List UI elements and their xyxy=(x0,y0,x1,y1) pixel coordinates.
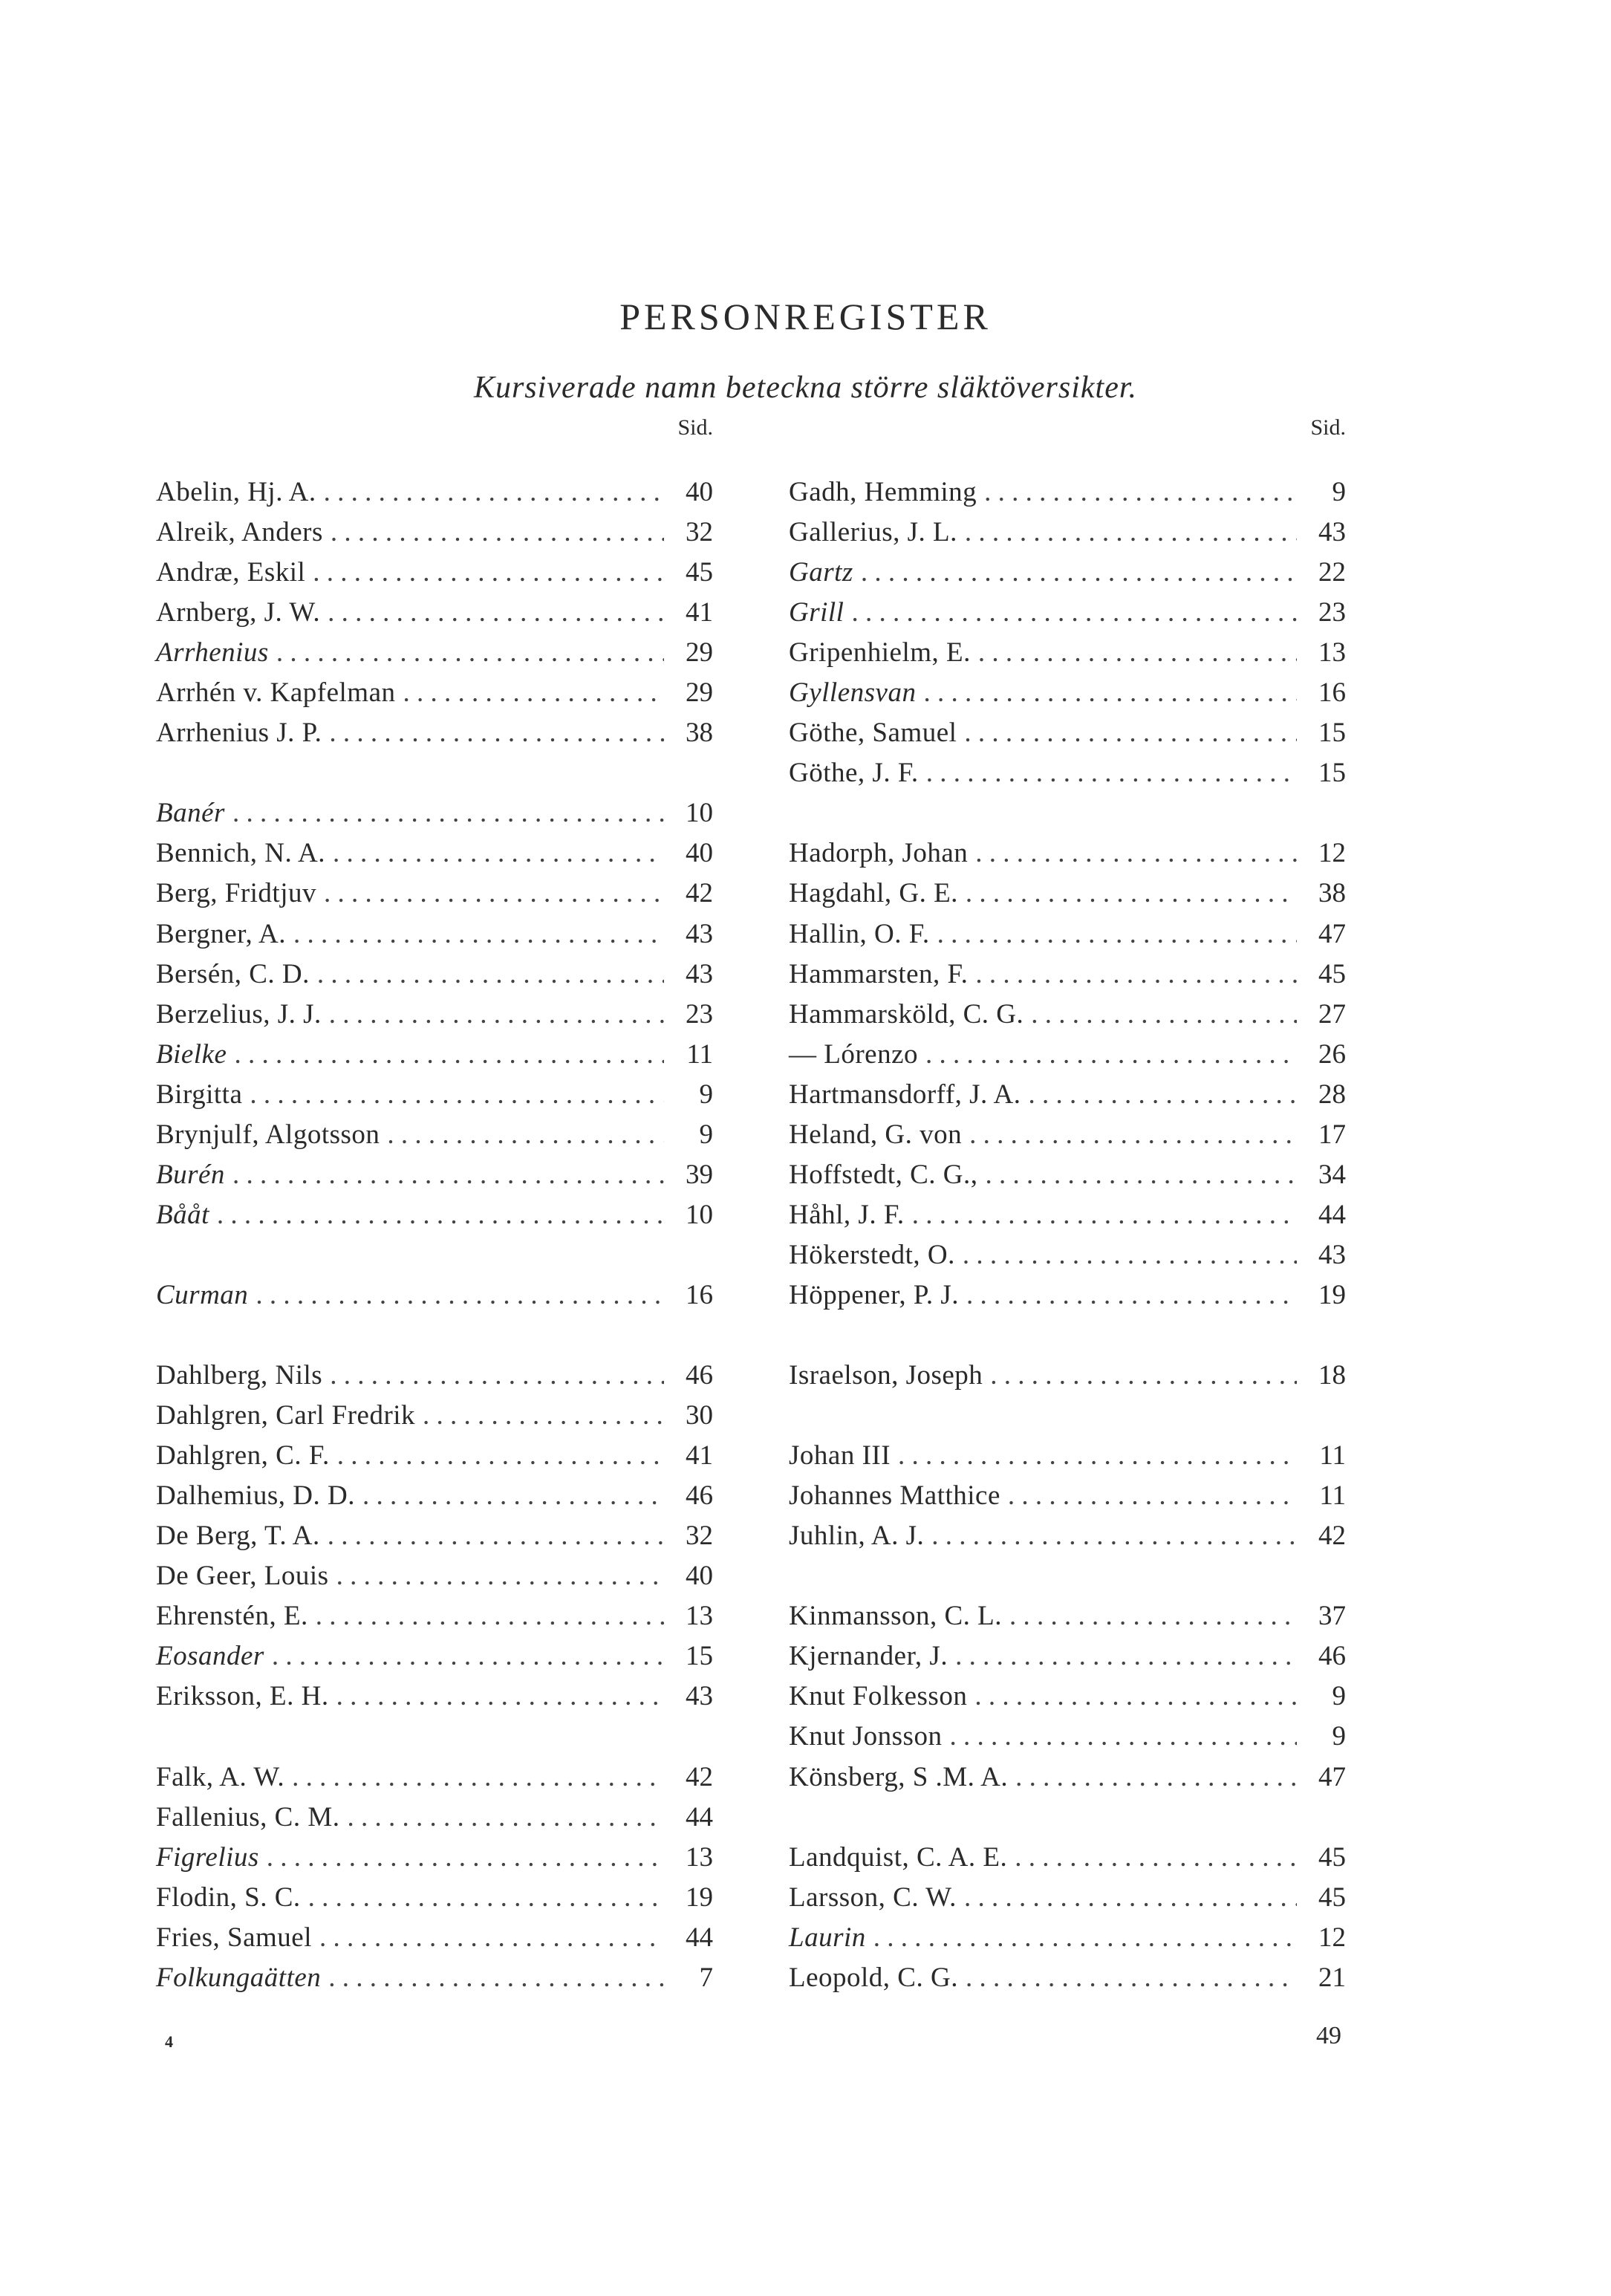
index-entry-page: 9 xyxy=(699,1079,713,1110)
index-entry xyxy=(156,1115,713,1155)
dot-leader xyxy=(964,1878,1297,1918)
index-entry xyxy=(156,633,713,673)
index-entry-name: Bååt xyxy=(156,1199,209,1230)
index-entry xyxy=(789,713,1346,753)
index-entry xyxy=(156,833,713,874)
dot-leader xyxy=(336,1556,664,1596)
index-entry-name: Kjernander, J. xyxy=(789,1641,948,1672)
index-entry-name: Israelson, Joseph xyxy=(789,1360,983,1391)
index-entry-name: Dahlgren, C. F. xyxy=(156,1440,330,1471)
index-entry xyxy=(789,1436,1346,1476)
index-entry xyxy=(789,874,1346,914)
index-entry-page: 40 xyxy=(686,838,713,869)
index-entry-page: 9 xyxy=(1332,1681,1346,1712)
dot-leader xyxy=(851,593,1297,633)
index-entry-name: Knut Jonsson xyxy=(789,1721,943,1752)
index-entry xyxy=(789,1596,1346,1636)
index-entry-name: Arrhenius J. P. xyxy=(156,718,322,749)
index-entry xyxy=(789,1636,1346,1677)
dot-leader xyxy=(966,1275,1297,1316)
index-entry-name: Curman xyxy=(156,1279,249,1310)
index-entry-name: Landquist, C. A. E. xyxy=(789,1841,1008,1873)
index-spacer xyxy=(789,1316,1346,1356)
index-entry-name: Gallerius, J. L. xyxy=(789,517,957,548)
index-entry-name: Hoffstedt, C. G., xyxy=(789,1159,978,1190)
index-entry-page: 10 xyxy=(686,1199,713,1230)
dot-leader xyxy=(276,633,664,673)
index-entry-name: Banér xyxy=(156,798,225,829)
index-entry xyxy=(789,833,1346,874)
index-entry-name: Johannes Matthice xyxy=(789,1480,1000,1512)
index-spacer xyxy=(156,1717,713,1757)
index-entry-name: Andræ, Eskil xyxy=(156,557,306,588)
index-entry xyxy=(156,1035,713,1075)
index-entry xyxy=(789,955,1346,995)
index-entry-page: 27 xyxy=(1318,998,1346,1030)
index-entry-page: 41 xyxy=(686,1440,713,1471)
dot-leader xyxy=(984,472,1297,513)
dot-leader xyxy=(985,1155,1297,1195)
index-entry xyxy=(789,593,1346,633)
dot-leader xyxy=(217,1195,664,1235)
index-entry-name: Birgitta xyxy=(156,1079,243,1110)
index-entry-page: 43 xyxy=(1318,517,1346,548)
index-entry xyxy=(789,553,1346,593)
index-entry xyxy=(789,633,1346,673)
index-entry-page: 16 xyxy=(686,1279,713,1310)
index-entry-page: 12 xyxy=(1318,838,1346,869)
index-entry xyxy=(789,995,1346,1035)
index-entry-name: Kinmansson, C. L. xyxy=(789,1601,1003,1632)
index-entry xyxy=(156,1556,713,1596)
dot-leader xyxy=(329,995,664,1035)
dot-leader xyxy=(328,1958,664,1998)
index-entry-name: Arnberg, J. W. xyxy=(156,597,321,628)
index-entry-name: Gyllensvan xyxy=(789,677,917,709)
index-spacer xyxy=(156,753,713,793)
index-entry-page: 10 xyxy=(686,798,713,829)
dot-leader xyxy=(990,1356,1297,1396)
index-entry-name: Arrhén v. Kapfelman xyxy=(156,677,396,709)
index-entry-page: 11 xyxy=(686,1038,713,1070)
dot-leader xyxy=(232,793,664,833)
index-entry-name: Dalhemius, D. D. xyxy=(156,1480,355,1512)
dot-leader xyxy=(912,1195,1297,1235)
index-spacer xyxy=(789,1556,1346,1596)
index-entry xyxy=(789,1115,1346,1155)
index-entry-name: Larsson, C. W. xyxy=(789,1882,957,1913)
dot-leader xyxy=(1031,995,1297,1035)
index-entry-name: Bielke xyxy=(156,1038,227,1070)
index-entry xyxy=(789,914,1346,955)
dot-leader xyxy=(923,673,1297,713)
index-entry xyxy=(789,1677,1346,1717)
index-entry-page: 43 xyxy=(686,918,713,949)
index-entry xyxy=(156,874,713,914)
index-entry-page: 37 xyxy=(1318,1601,1346,1632)
index-entry-name: Hammarsten, F. xyxy=(789,958,969,989)
index-entry xyxy=(156,553,713,593)
index-entry xyxy=(156,1677,713,1717)
index-entry-name: Leopold, C. G. xyxy=(789,1962,958,1993)
dot-leader xyxy=(328,593,664,633)
index-entry-page: 34 xyxy=(1318,1159,1346,1190)
index-entry xyxy=(156,793,713,833)
index-entry xyxy=(789,753,1346,793)
index-entry-name: Juhlin, A. J. xyxy=(789,1521,925,1552)
index-entry-name: Gartz xyxy=(789,557,853,588)
index-entry-name: Burén xyxy=(156,1159,225,1190)
index-entry xyxy=(789,1717,1346,1757)
dot-leader xyxy=(330,1356,664,1396)
index-entry-page: 43 xyxy=(686,1681,713,1712)
dot-leader xyxy=(256,1275,664,1316)
index-spacer xyxy=(789,793,1346,833)
index-entry-name: Falk, A. W. xyxy=(156,1761,285,1792)
index-entry xyxy=(156,593,713,633)
index-entry xyxy=(156,1155,713,1195)
index-entry-page: 44 xyxy=(686,1922,713,1953)
dot-leader xyxy=(1009,1596,1297,1636)
dot-leader xyxy=(937,914,1297,955)
index-entry-page: 13 xyxy=(1318,637,1346,669)
index-entry-page: 44 xyxy=(1318,1199,1346,1230)
index-entry-page: 12 xyxy=(1318,1922,1346,1953)
index-entry-name: Hallin, O. F. xyxy=(789,918,930,949)
page-column-header: Sid. xyxy=(677,415,713,440)
dot-leader xyxy=(403,673,664,713)
dot-leader xyxy=(978,633,1297,673)
index-entry-name: Grill xyxy=(789,597,844,628)
dot-leader xyxy=(331,513,664,553)
index-spacer xyxy=(156,1235,713,1275)
index-entry-name: Ehrenstén, E. xyxy=(156,1601,308,1632)
index-entry-name: Gripenhielm, E. xyxy=(789,637,971,669)
index-entry-name: Heland, G. von xyxy=(789,1119,963,1150)
index-entry-name: Bergner, A. xyxy=(156,918,286,949)
dot-leader xyxy=(348,1798,665,1838)
index-entry-page: 15 xyxy=(686,1641,713,1672)
index-entry-name: Alreik, Anders xyxy=(156,517,323,548)
index-entry xyxy=(156,1436,713,1476)
index-entry-name: Göthe, Samuel xyxy=(789,718,957,749)
dot-leader xyxy=(308,1878,664,1918)
dot-leader xyxy=(873,1918,1297,1958)
index-entry-name: Fries, Samuel xyxy=(156,1922,312,1953)
index-entry-name: Eriksson, E. H. xyxy=(156,1681,329,1712)
dot-leader xyxy=(292,1757,664,1798)
index-entry-page: 45 xyxy=(686,557,713,588)
dot-leader xyxy=(898,1436,1297,1476)
dot-leader xyxy=(272,1636,664,1677)
dot-leader xyxy=(955,1636,1297,1677)
index-entry-page: 11 xyxy=(1319,1440,1346,1471)
index-entry xyxy=(156,513,713,553)
index-entry-name: Flodin, S. C. xyxy=(156,1882,301,1913)
index-entry-name: Folkungaätten xyxy=(156,1962,322,1993)
dot-leader xyxy=(926,753,1297,793)
index-entry-page: 43 xyxy=(1318,1239,1346,1270)
index-entry-page: 47 xyxy=(1318,918,1346,949)
page-title: PERSONREGISTER xyxy=(619,296,992,337)
dot-leader xyxy=(969,1115,1297,1155)
dot-leader xyxy=(925,1035,1297,1075)
index-entry xyxy=(156,1958,713,1998)
dot-leader xyxy=(234,1035,664,1075)
dot-leader xyxy=(328,1516,664,1556)
dot-leader xyxy=(861,553,1297,593)
index-entry-page: 26 xyxy=(1318,1038,1346,1070)
dot-leader xyxy=(267,1838,664,1878)
index-entry-page: 29 xyxy=(686,637,713,669)
index-entry-page: 38 xyxy=(1318,878,1346,909)
dot-leader xyxy=(316,1596,664,1636)
index-entry-name: Johan III xyxy=(789,1440,891,1471)
index-entry xyxy=(156,1275,713,1316)
index-entry-name: De Berg, T. A. xyxy=(156,1521,320,1552)
index-entry-page: 11 xyxy=(1319,1480,1346,1512)
dot-leader xyxy=(964,713,1297,753)
index-spacer xyxy=(156,1316,713,1356)
page-subtitle: Kursiverade namn beteckna större släktöversikter. xyxy=(473,371,1138,405)
index-entry-page: 9 xyxy=(1332,1721,1346,1752)
dot-leader xyxy=(293,914,664,955)
dot-leader xyxy=(362,1476,664,1516)
index-entry xyxy=(789,1918,1346,1958)
index-entry xyxy=(789,1275,1346,1316)
index-entry xyxy=(156,1516,713,1556)
page-number: 49 xyxy=(1316,2022,1341,2049)
index-entry-page: 45 xyxy=(1318,1841,1346,1873)
index-entry-page: 43 xyxy=(686,958,713,989)
index-entry xyxy=(156,955,713,995)
index-entry-page: 42 xyxy=(1318,1521,1346,1552)
index-entry-name: Gadh, Hemming xyxy=(789,477,977,507)
dot-leader xyxy=(1028,1075,1297,1115)
index-entry-name: — Lórenzo xyxy=(789,1038,919,1070)
index-entry xyxy=(789,1195,1346,1235)
index-entry xyxy=(156,1636,713,1677)
index-entry-page: 45 xyxy=(1318,1882,1346,1913)
dot-leader xyxy=(250,1075,664,1115)
index-entry xyxy=(156,1878,713,1918)
dot-leader xyxy=(387,1115,664,1155)
index-entry xyxy=(156,1195,713,1235)
dot-leader xyxy=(1015,1838,1297,1878)
index-entry xyxy=(789,1235,1346,1275)
index-entry xyxy=(156,1075,713,1115)
index-entry-page: 17 xyxy=(1318,1119,1346,1150)
dot-leader xyxy=(949,1717,1297,1757)
dot-leader xyxy=(333,833,664,874)
index-entry-list xyxy=(789,472,1346,1998)
index-entry-page: 47 xyxy=(1318,1761,1346,1792)
index-entry-page: 42 xyxy=(686,878,713,909)
index-entry-name: Höppener, P. J. xyxy=(789,1279,960,1310)
index-entry-page: 15 xyxy=(1318,718,1346,749)
index-entry-name: Laurin xyxy=(789,1922,866,1953)
index-entry-page: 13 xyxy=(686,1841,713,1873)
index-entry xyxy=(789,1516,1346,1556)
index-entry xyxy=(789,1838,1346,1878)
index-entry xyxy=(156,1476,713,1516)
index-entry-name: Hartmansdorff, J. A. xyxy=(789,1079,1021,1110)
dot-leader xyxy=(975,833,1297,874)
index-entry-page: 46 xyxy=(686,1480,713,1512)
index-entry-page: 45 xyxy=(1318,958,1346,989)
index-entry xyxy=(156,1757,713,1798)
index-entry-page: 9 xyxy=(1332,477,1346,507)
index-entry xyxy=(789,1878,1346,1918)
index-entry-page: 15 xyxy=(1318,758,1346,789)
index-entry-page: 18 xyxy=(1318,1360,1346,1391)
dot-leader xyxy=(965,513,1297,553)
index-entry-page: 40 xyxy=(686,477,713,507)
index-entry-name: Bennich, N. A. xyxy=(156,838,325,869)
dot-leader xyxy=(324,472,664,513)
index-entry-page: 21 xyxy=(1318,1962,1346,1993)
index-entry-page: 29 xyxy=(686,677,713,709)
index-entry-name: Dahlgren, Carl Fredrik xyxy=(156,1400,416,1431)
index-entry-name: Hammarsköld, C. G. xyxy=(789,998,1024,1030)
dot-leader xyxy=(423,1396,664,1436)
index-entry-name: Berg, Fridtjuv xyxy=(156,878,316,909)
index-entry xyxy=(156,1356,713,1396)
index-entry-name: Eosander xyxy=(156,1641,264,1672)
dot-leader xyxy=(324,874,664,914)
index-entry xyxy=(789,1757,1346,1798)
index-entry-list xyxy=(156,472,713,1998)
index-entry-name: Berzelius, J. J. xyxy=(156,998,322,1030)
index-entry-name: Arrhenius xyxy=(156,637,269,669)
index-entry xyxy=(789,1476,1346,1516)
index-entry-name: Hökerstedt, O. xyxy=(789,1239,955,1270)
index-entry-name: De Geer, Louis xyxy=(156,1561,329,1592)
index-entry-page: 23 xyxy=(1318,597,1346,628)
dot-leader xyxy=(975,955,1297,995)
dot-leader xyxy=(313,553,664,593)
index-entry-name: Figrelius xyxy=(156,1841,259,1873)
dot-leader xyxy=(329,713,664,753)
index-entry-page: 13 xyxy=(686,1601,713,1632)
dot-leader xyxy=(963,1235,1297,1275)
index-entry xyxy=(789,1958,1346,1998)
page-column-header: Sid. xyxy=(1310,415,1346,440)
index-entry-name: Hadorph, Johan xyxy=(789,838,969,869)
index-entry xyxy=(789,1075,1346,1115)
index-entry-name: Brynjulf, Algotsson xyxy=(156,1119,380,1150)
index-entry xyxy=(156,673,713,713)
dot-leader xyxy=(337,1436,664,1476)
index-entry-page: 42 xyxy=(686,1761,713,1792)
index-entry-page: 41 xyxy=(686,597,713,628)
index-entry-name: Knut Folkesson xyxy=(789,1681,968,1712)
index-entry xyxy=(156,1596,713,1636)
index-spacer xyxy=(789,1798,1346,1838)
index-spacer xyxy=(789,1396,1346,1436)
dot-leader xyxy=(966,1958,1297,1998)
index-entry-name: Fallenius, C. M. xyxy=(156,1801,340,1832)
index-entry-page: 38 xyxy=(686,718,713,749)
index-entry-page: 19 xyxy=(686,1882,713,1913)
index-entry xyxy=(156,1798,713,1838)
index-entry xyxy=(156,914,713,955)
dot-leader xyxy=(317,955,664,995)
index-entry xyxy=(156,472,713,513)
dot-leader xyxy=(1008,1476,1297,1516)
index-entry xyxy=(156,995,713,1035)
index-entry-name: Håhl, J. F. xyxy=(789,1199,905,1230)
index-entry-name: Göthe, J. F. xyxy=(789,758,919,789)
index-entry xyxy=(789,513,1346,553)
index-entry xyxy=(789,472,1346,513)
index-entry-page: 30 xyxy=(686,1400,713,1431)
index-entry-page: 23 xyxy=(686,998,713,1030)
index-entry-name: Abelin, Hj. A. xyxy=(156,477,316,507)
dot-leader xyxy=(974,1677,1297,1717)
index-entry-page: 28 xyxy=(1318,1079,1346,1110)
index-entry xyxy=(156,1918,713,1958)
index-entry xyxy=(156,1838,713,1878)
index-entry xyxy=(156,1396,713,1436)
index-entry-page: 39 xyxy=(686,1159,713,1190)
index-entry-page: 32 xyxy=(686,1521,713,1552)
index-entry-page: 40 xyxy=(686,1561,713,1592)
index-entry-page: 46 xyxy=(686,1360,713,1391)
index-entry-page: 9 xyxy=(699,1119,713,1150)
index-entry-page: 44 xyxy=(686,1801,713,1832)
dot-leader xyxy=(336,1677,664,1717)
index-entry xyxy=(789,1155,1346,1195)
index-entry xyxy=(156,713,713,753)
index-entry-page: 7 xyxy=(699,1962,713,1993)
index-entry-name: Bersén, C. D. xyxy=(156,958,310,989)
index-entry xyxy=(789,1356,1346,1396)
index-entry-page: 19 xyxy=(1318,1279,1346,1310)
index-entry-name: Hagdahl, G. E. xyxy=(789,878,958,909)
index-entry-page: 32 xyxy=(686,517,713,548)
dot-leader xyxy=(966,874,1297,914)
dot-leader xyxy=(1015,1757,1297,1798)
index-entry xyxy=(789,673,1346,713)
dot-leader xyxy=(232,1155,664,1195)
index-entry-page: 16 xyxy=(1318,677,1346,709)
index-entry-name: Dahlberg, Nils xyxy=(156,1360,323,1391)
index-entry-page: 22 xyxy=(1318,557,1346,588)
signature-mark: 4 xyxy=(165,2032,173,2051)
index-entry-name: Könsberg, S .M. A. xyxy=(789,1761,1009,1792)
dot-leader xyxy=(931,1516,1297,1556)
dot-leader xyxy=(319,1918,664,1958)
index-entry xyxy=(789,1035,1346,1075)
index-entry-page: 46 xyxy=(1318,1641,1346,1672)
